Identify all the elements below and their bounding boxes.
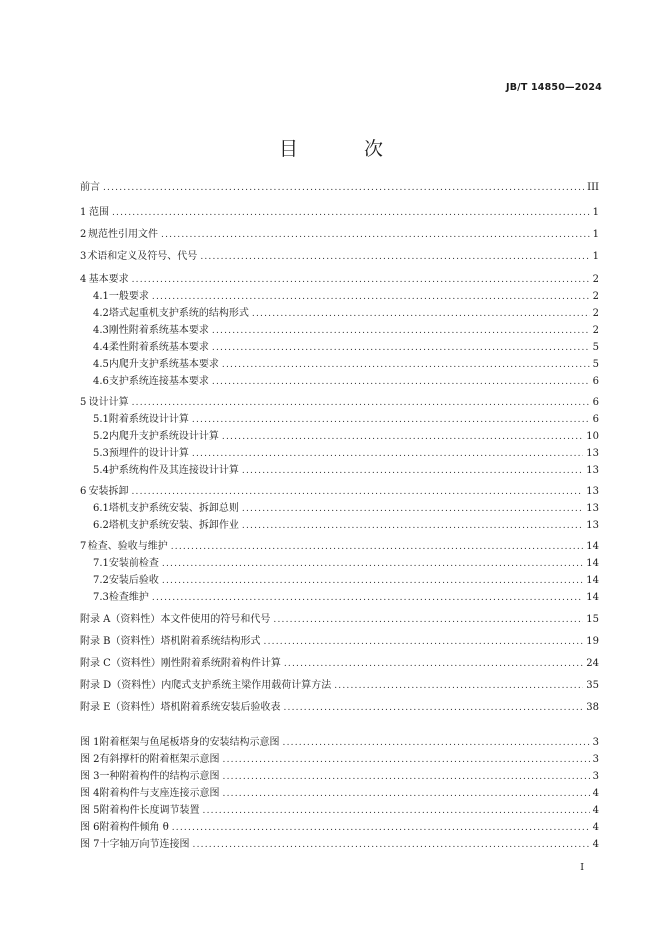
toc-leader	[212, 324, 590, 338]
page-title: 目 次	[278, 138, 414, 160]
toc-annex-entry[interactable]	[80, 657, 599, 671]
toc-leader	[212, 375, 590, 389]
toc-entry-page: 4	[592, 839, 599, 850]
toc-entry-page: 13	[586, 465, 599, 476]
toc-entry-text: 有斜撑杆的附着框架示意图	[99, 754, 220, 765]
toc-entry-number: 图 5	[80, 805, 100, 816]
toc-entry-text: 附着系统设计计算	[108, 414, 189, 425]
toc-entry-text: 柔性附着系统基本要求	[108, 342, 209, 353]
toc-entry-text: 一般要求	[108, 291, 149, 302]
toc-entry-page: 4	[592, 805, 599, 816]
toc-entry-page: 14	[586, 592, 599, 603]
page-number: I	[580, 862, 584, 873]
toc-leader	[161, 228, 590, 242]
toc-entry-number: 4.3	[93, 325, 109, 336]
toc-leader	[132, 396, 590, 410]
toc-entry-number: 4.4	[93, 342, 109, 353]
toc-entry-number: 4.6	[93, 376, 109, 387]
toc-entry-text: 支护系统连接基本要求	[108, 376, 209, 387]
toc-figure-entry[interactable]	[80, 770, 599, 784]
toc-entry-number: 7.1	[93, 558, 109, 569]
toc-entry-number: 5.4	[93, 465, 109, 476]
toc-entry-page: 13	[586, 503, 599, 514]
toc-entry-number: 6.2	[93, 520, 109, 531]
toc-entry-page: 14	[586, 558, 599, 569]
toc-leader	[252, 307, 590, 321]
toc-subentry[interactable]	[93, 430, 599, 444]
toc-figure-entry[interactable]	[80, 787, 599, 801]
toc-leader	[131, 485, 583, 499]
toc-annex-entry[interactable]	[80, 701, 599, 715]
toc-entry-text: 本文件使用的符号和代号	[160, 614, 271, 625]
toc-leader	[223, 787, 590, 801]
toc-entry-page: 13	[586, 520, 599, 531]
toc-entry-number: 1	[80, 207, 87, 218]
toc-figure-entry[interactable]	[80, 838, 599, 852]
toc-entry-number: 附录 C（资料性）	[80, 658, 161, 669]
toc-leader	[222, 430, 583, 444]
toc-entry[interactable]	[80, 485, 599, 499]
toc-entry[interactable]	[80, 228, 599, 242]
toc-entry-page: 4	[592, 822, 599, 833]
toc-entry-text: 塔机附着系统结构形式	[160, 636, 261, 647]
toc-entry-number: 2	[80, 229, 87, 240]
toc-entry-text: 附着构件长度调节装置	[99, 805, 200, 816]
toc-entry-text: 十字轴万向节连接图	[99, 839, 190, 850]
toc-leader	[162, 574, 583, 588]
toc-entry-page: 13	[586, 486, 599, 497]
toc-entry-page: 3	[592, 737, 599, 748]
toc-entry-text: 安装后验收	[108, 575, 159, 586]
toc-entry-text: 附着构件与支座连接示意图	[99, 788, 220, 799]
toc-entry-number: 4	[80, 274, 87, 285]
toc-leader	[152, 591, 583, 605]
toc-leader	[242, 519, 583, 533]
toc-entry-page: 2	[592, 308, 599, 319]
toc-entry-page: 15	[586, 614, 599, 625]
toc-entry-number: 附录 B（资料性）	[80, 636, 161, 647]
toc-leader	[103, 181, 584, 195]
toc-entry-page: 24	[586, 658, 599, 669]
toc-entry[interactable]	[80, 206, 599, 220]
toc-entry-page: 14	[586, 575, 599, 586]
toc-entry[interactable]	[80, 396, 599, 410]
toc-entry-text: 刚性附着系统附着构件计算	[160, 658, 281, 669]
toc-subentry[interactable]	[93, 574, 599, 588]
toc-subentry[interactable]	[93, 519, 599, 533]
toc-entry-text: 检查、验收与维护	[87, 541, 168, 552]
toc-entry-number: 6.1	[93, 503, 109, 514]
toc-entry-text: 塔机附着系统安装后验收表	[160, 702, 281, 713]
toc-entry-text: 附着框架与鱼尾板塔身的安装结构示意图	[99, 737, 280, 748]
toc-entry-text: 一种附着构件的结构示意图	[99, 771, 220, 782]
toc-entry-page: 35	[586, 680, 599, 691]
toc-subentry[interactable]	[93, 290, 599, 304]
toc-entry-page: 5	[592, 342, 599, 353]
toc-subentry[interactable]	[93, 591, 599, 605]
toc-entry-text: 内爬升支护系统基本要求	[108, 359, 219, 370]
toc-entry-text: 附着构件倾角 θ	[99, 822, 169, 833]
toc-entry-page: 6	[592, 414, 599, 425]
toc-leader	[264, 635, 584, 649]
toc-entry-text: 护系统构件及其连接设计计算	[108, 465, 239, 476]
toc-leader	[200, 250, 589, 264]
toc-leader	[192, 447, 583, 461]
toc-entry-text: 设计计算	[88, 397, 129, 408]
toc-entry-number: 4.1	[93, 291, 109, 302]
toc-subentry[interactable]	[93, 375, 599, 389]
toc-subentry[interactable]	[93, 341, 599, 355]
toc-entry-number: 5.3	[93, 448, 109, 459]
toc-entry-text: 基本要求	[88, 274, 129, 285]
toc-entry-page: 2	[592, 325, 599, 336]
toc-leader	[283, 701, 583, 715]
toc-leader	[112, 206, 590, 220]
toc-entry-text: 塔机支护系统安装、拆卸作业	[108, 520, 239, 531]
toc-entry-text: 预埋件的设计计算	[108, 448, 189, 459]
toc-leader	[223, 753, 590, 767]
toc-subentry[interactable]	[93, 324, 599, 338]
toc-leader	[284, 657, 583, 671]
standard-code: JB/T 14850—2024	[505, 82, 602, 93]
toc-entry-number: 6	[80, 486, 87, 497]
toc-leader	[222, 358, 590, 372]
toc-entry-page: 14	[586, 541, 599, 552]
toc-leader	[273, 613, 583, 627]
toc-entry-foreword[interactable]	[80, 181, 599, 195]
toc-entry-text: 范围	[88, 207, 109, 218]
toc-leader	[171, 540, 584, 554]
toc-annex-entry[interactable]	[80, 613, 599, 627]
toc-leader	[162, 557, 583, 571]
toc-entry-text: 内爬升支护系统设计计算	[108, 431, 219, 442]
toc-entry-text: 安装前检查	[108, 558, 159, 569]
toc-entry-number: 5	[80, 397, 87, 408]
toc-entry-number: 图 4	[80, 788, 100, 799]
toc-leader	[283, 736, 590, 750]
toc-entry-page: 6	[592, 397, 599, 408]
toc-figure-entry[interactable]	[80, 736, 599, 750]
toc-entry-page: 6	[592, 376, 599, 387]
toc-entry-page: 1	[592, 207, 599, 218]
toc-annex-entry[interactable]	[80, 635, 599, 649]
toc-entry-number: 7.2	[93, 575, 109, 586]
toc-entry-number: 5.2	[93, 431, 109, 442]
toc-leader	[132, 273, 590, 287]
toc-figure-entry[interactable]	[80, 804, 599, 818]
toc-entry-number: 附录 D（资料性）	[80, 680, 162, 691]
toc-entry-number: 4.5	[93, 359, 109, 370]
toc-entry-number: 图 7	[80, 839, 100, 850]
toc-annex-entry[interactable]	[80, 679, 599, 693]
toc-entry[interactable]	[80, 250, 599, 264]
toc-entry[interactable]	[80, 273, 599, 287]
toc-entry-text: 刚性附着系统基本要求	[108, 325, 209, 336]
toc-entry-page: 4	[592, 788, 599, 799]
toc-entry-number: 图 1	[80, 737, 100, 748]
toc-entry-number: 附录 A（资料性）	[80, 614, 161, 625]
toc-entry-page: 3	[592, 754, 599, 765]
toc-leader	[192, 413, 590, 427]
toc-figure-entry[interactable]	[80, 821, 599, 835]
toc-subentry[interactable]	[93, 447, 599, 461]
toc-entry-page: 1	[592, 251, 599, 262]
toc-entry-text: 塔机支护系统安装、拆卸总则	[108, 503, 239, 514]
toc-leader	[152, 290, 590, 304]
toc-leader	[242, 502, 583, 516]
toc-entry-page: 3	[592, 771, 599, 782]
toc-entry-page: 5	[592, 359, 599, 370]
toc-leader	[242, 464, 583, 478]
toc-entry-number: 5.1	[93, 414, 109, 425]
toc-figure-entry[interactable]	[80, 753, 599, 767]
toc-entry-text: 安装拆卸	[88, 486, 129, 497]
toc-entry-number: 附录 E（资料性）	[80, 702, 161, 713]
toc-entry-page: III	[587, 182, 599, 193]
toc-subentry[interactable]	[93, 413, 599, 427]
toc-entry-number: 7.3	[93, 592, 109, 603]
toc-entry-number: 图 3	[80, 771, 100, 782]
toc-entry-text: 内爬式支护系统主梁作用载荷计算方法	[161, 680, 332, 691]
toc-entry-page: 19	[586, 636, 599, 647]
toc-entry-number: 7	[80, 541, 87, 552]
toc-subentry[interactable]	[93, 464, 599, 478]
toc-subentry[interactable]	[93, 358, 599, 372]
toc-entry-page: 10	[586, 431, 599, 442]
toc-leader	[212, 341, 590, 355]
toc-entry-page: 1	[592, 229, 599, 240]
toc-subentry[interactable]	[93, 557, 599, 571]
toc-entry-page: 13	[586, 448, 599, 459]
toc-entry-page: 2	[592, 274, 599, 285]
toc-subentry[interactable]	[93, 502, 599, 516]
toc-subentry[interactable]	[93, 307, 599, 321]
toc-entry[interactable]	[80, 540, 599, 554]
toc-leader	[203, 804, 590, 818]
toc-leader	[334, 679, 583, 693]
toc-entry-text: 术语和定义及符号、代号	[87, 251, 198, 262]
toc-entry-page: 2	[592, 291, 599, 302]
toc-entry-number: 图 2	[80, 754, 100, 765]
toc-entry-page: 38	[586, 702, 599, 713]
toc-entry-text: 塔式起重机支护系统的结构形式	[108, 308, 249, 319]
toc-entry-number: 4.2	[93, 308, 109, 319]
toc-leader	[223, 770, 590, 784]
toc-leader	[172, 821, 590, 835]
toc-entry-text: 规范性引用文件	[88, 229, 159, 240]
toc-entry-text: 前言	[80, 182, 100, 193]
toc-entry-text: 检查维护	[108, 592, 149, 603]
toc-entry-number: 3	[80, 251, 87, 262]
toc-entry-number: 图 6	[80, 822, 100, 833]
toc-leader	[193, 838, 590, 852]
